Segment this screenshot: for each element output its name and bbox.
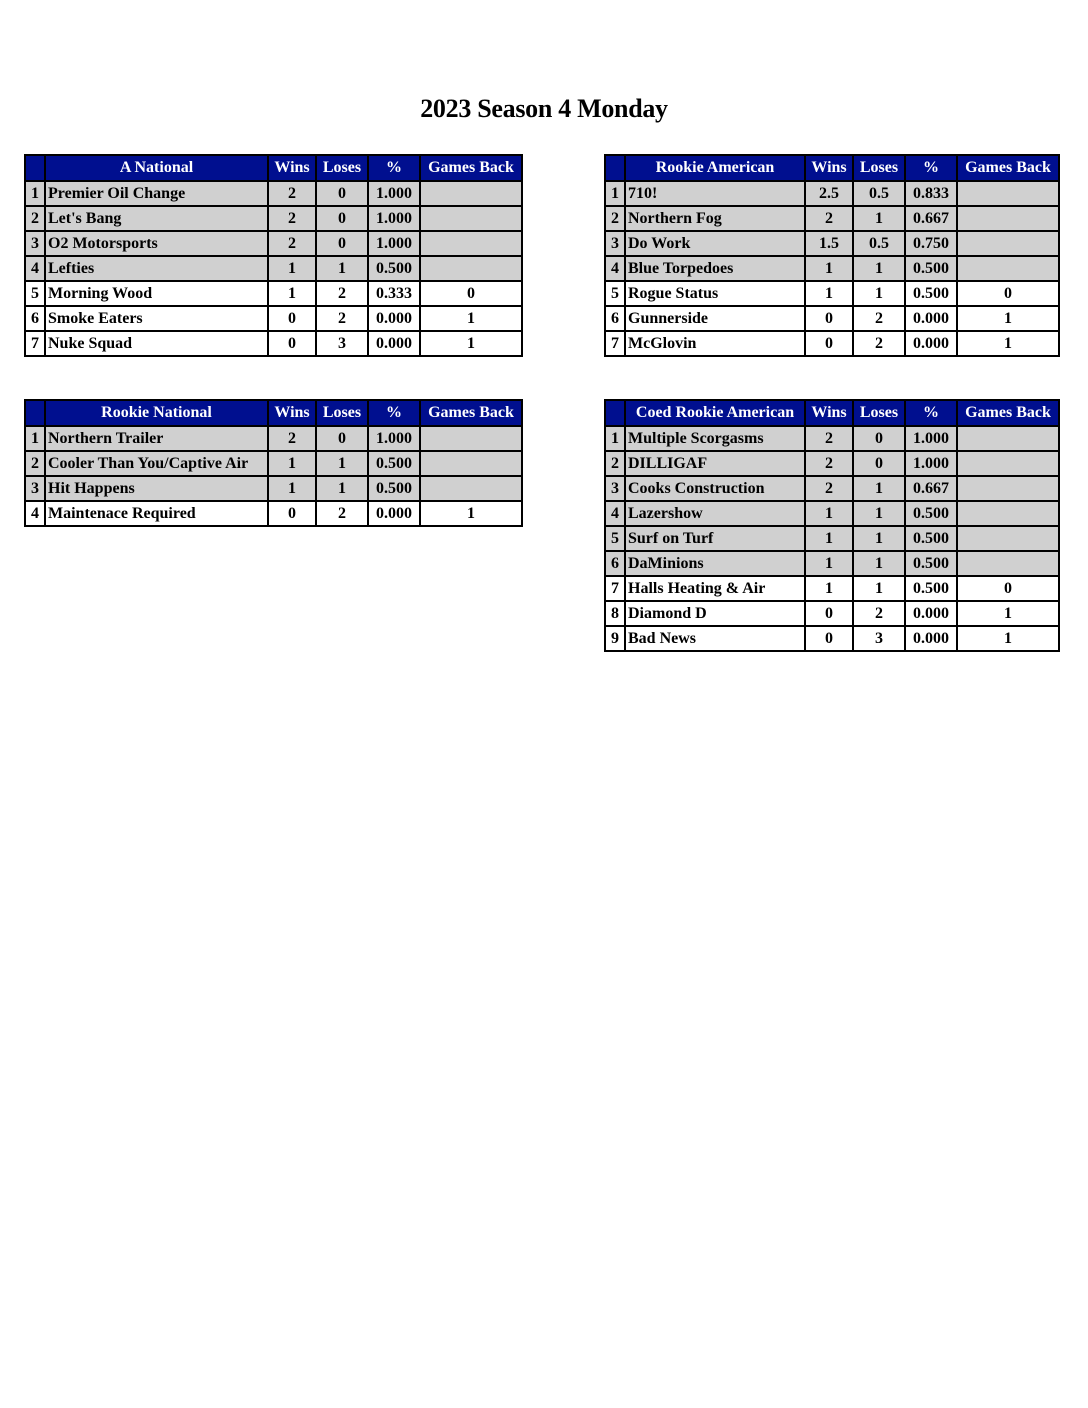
team-name-cell: Surf on Turf xyxy=(625,526,805,551)
loses-cell: 0 xyxy=(316,181,368,206)
pct-header: % xyxy=(368,155,420,181)
rank-cell: 6 xyxy=(25,306,45,331)
rank-cell: 8 xyxy=(605,601,625,626)
table-header-row xyxy=(25,400,522,426)
team-name-cell: O2 Motorsports xyxy=(45,231,268,256)
team-name-cell: Lefties xyxy=(45,256,268,281)
loses-cell: 0 xyxy=(853,451,905,476)
games-back-cell xyxy=(420,451,522,476)
team-name-cell: Lazershow xyxy=(625,501,805,526)
loses-cell: 2 xyxy=(853,306,905,331)
table-header-row xyxy=(605,155,1059,181)
division-name: Coed Rookie American xyxy=(625,400,805,426)
pct-header: % xyxy=(905,155,957,181)
rank-cell: 1 xyxy=(25,426,45,451)
team-name-cell: Diamond D xyxy=(625,601,805,626)
loses-cell: 0.5 xyxy=(853,181,905,206)
pct-cell: 0.000 xyxy=(368,501,420,526)
team-name-cell: Maintenace Required xyxy=(45,501,268,526)
loses-cell: 0 xyxy=(316,231,368,256)
pct-cell: 0.500 xyxy=(905,551,957,576)
rank-cell: 4 xyxy=(605,501,625,526)
wins-cell: 1 xyxy=(268,451,316,476)
pct-cell: 0.500 xyxy=(368,476,420,501)
wins-header: Wins xyxy=(805,155,853,181)
wins-cell: 0 xyxy=(805,601,853,626)
team-name-cell: Do Work xyxy=(625,231,805,256)
games-back-cell: 1 xyxy=(957,306,1059,331)
loses-cell: 1 xyxy=(853,256,905,281)
games-back-cell: 0 xyxy=(957,281,1059,306)
games-back-cell: 0 xyxy=(957,576,1059,601)
team-name-cell: Morning Wood xyxy=(45,281,268,306)
games-back-cell: 1 xyxy=(957,331,1059,356)
team-name-cell: Hit Happens xyxy=(45,476,268,501)
games-back-cell xyxy=(420,476,522,501)
games-back-cell xyxy=(957,501,1059,526)
games-back-cell xyxy=(957,206,1059,231)
rank-cell: 5 xyxy=(605,281,625,306)
loses-header: Loses xyxy=(853,155,905,181)
pct-cell: 0.833 xyxy=(905,181,957,206)
wins-cell: 1 xyxy=(268,256,316,281)
pct-cell: 0.667 xyxy=(905,476,957,501)
wins-cell: 2.5 xyxy=(805,181,853,206)
wins-cell: 1 xyxy=(268,281,316,306)
rank-cell: 3 xyxy=(25,476,45,501)
rank-cell: 4 xyxy=(605,256,625,281)
pct-cell: 0.000 xyxy=(368,306,420,331)
table-row xyxy=(605,181,1059,206)
loses-cell: 2 xyxy=(316,306,368,331)
loses-cell: 1 xyxy=(853,206,905,231)
table-header-row xyxy=(605,400,1059,426)
rank-cell: 2 xyxy=(605,451,625,476)
rank-cell: 3 xyxy=(25,231,45,256)
pct-cell: 0.000 xyxy=(905,306,957,331)
team-name-cell: McGlovin xyxy=(625,331,805,356)
games-back-header: Games Back xyxy=(957,400,1059,426)
games-back-cell xyxy=(420,181,522,206)
rank-header xyxy=(25,155,45,181)
wins-cell: 0 xyxy=(268,501,316,526)
games-back-cell xyxy=(420,206,522,231)
table-header-row xyxy=(25,155,522,181)
rank-header xyxy=(25,400,45,426)
pct-cell: 0.333 xyxy=(368,281,420,306)
pct-cell: 0.750 xyxy=(905,231,957,256)
rank-cell: 6 xyxy=(605,306,625,331)
team-name-cell: Premier Oil Change xyxy=(45,181,268,206)
games-back-cell xyxy=(957,526,1059,551)
team-name-cell: Rogue Status xyxy=(625,281,805,306)
games-back-cell: 1 xyxy=(420,501,522,526)
wins-cell: 1 xyxy=(805,281,853,306)
wins-cell: 1 xyxy=(805,256,853,281)
rank-cell: 1 xyxy=(605,181,625,206)
rank-header xyxy=(605,155,625,181)
loses-cell: 1 xyxy=(853,526,905,551)
table-row xyxy=(25,231,522,256)
loses-cell: 2 xyxy=(853,601,905,626)
loses-cell: 2 xyxy=(853,331,905,356)
wins-cell: 1 xyxy=(805,501,853,526)
wins-header: Wins xyxy=(268,400,316,426)
loses-cell: 2 xyxy=(316,501,368,526)
games-back-cell xyxy=(957,551,1059,576)
rank-cell: 5 xyxy=(25,281,45,306)
rank-cell: 1 xyxy=(25,181,45,206)
table-row xyxy=(25,501,522,526)
wins-cell: 1 xyxy=(805,576,853,601)
team-name-cell: Multiple Scorgasms xyxy=(625,426,805,451)
wins-cell: 2 xyxy=(268,231,316,256)
table-row xyxy=(605,551,1059,576)
games-back-cell: 1 xyxy=(957,601,1059,626)
loses-cell: 3 xyxy=(316,331,368,356)
loses-cell: 1 xyxy=(316,451,368,476)
pct-cell: 0.500 xyxy=(905,281,957,306)
wins-cell: 0 xyxy=(805,306,853,331)
wins-cell: 0 xyxy=(268,306,316,331)
games-back-cell: 0 xyxy=(420,281,522,306)
loses-cell: 1 xyxy=(316,256,368,281)
pct-cell: 0.500 xyxy=(905,501,957,526)
loses-header: Loses xyxy=(853,400,905,426)
games-back-header: Games Back xyxy=(420,155,522,181)
games-back-header: Games Back xyxy=(957,155,1059,181)
table-row xyxy=(605,501,1059,526)
loses-cell: 1 xyxy=(853,501,905,526)
page-title: 2023 Season 4 Monday xyxy=(420,94,668,123)
wins-cell: 0 xyxy=(268,331,316,356)
loses-cell: 1 xyxy=(853,281,905,306)
games-back-cell xyxy=(420,426,522,451)
table-row xyxy=(605,256,1059,281)
rank-cell: 5 xyxy=(605,526,625,551)
team-name-cell: Blue Torpedoes xyxy=(625,256,805,281)
games-back-cell xyxy=(957,181,1059,206)
team-name-cell: DILLIGAF xyxy=(625,451,805,476)
wins-cell: 0 xyxy=(805,626,853,651)
rank-cell: 3 xyxy=(605,476,625,501)
standings-table-rookie-american xyxy=(604,154,1060,357)
rank-cell: 9 xyxy=(605,626,625,651)
table-row xyxy=(25,281,522,306)
table-row xyxy=(25,206,522,231)
wins-cell: 0 xyxy=(805,331,853,356)
rank-cell: 2 xyxy=(605,206,625,231)
loses-cell: 1 xyxy=(316,476,368,501)
table-row xyxy=(605,206,1059,231)
games-back-cell xyxy=(957,451,1059,476)
wins-cell: 1 xyxy=(805,526,853,551)
pct-cell: 0.667 xyxy=(905,206,957,231)
table-row xyxy=(605,526,1059,551)
loses-cell: 1 xyxy=(853,551,905,576)
pct-header: % xyxy=(905,400,957,426)
loses-cell: 1 xyxy=(853,576,905,601)
rank-cell: 2 xyxy=(25,206,45,231)
table-row xyxy=(25,256,522,281)
rank-cell: 1 xyxy=(605,426,625,451)
division-name: Rookie American xyxy=(625,155,805,181)
loses-cell: 2 xyxy=(316,281,368,306)
pct-cell: 1.000 xyxy=(368,181,420,206)
rank-cell: 7 xyxy=(25,331,45,356)
table-row xyxy=(25,451,522,476)
games-back-header: Games Back xyxy=(420,400,522,426)
wins-cell: 2 xyxy=(805,426,853,451)
team-name-cell: Let's Bang xyxy=(45,206,268,231)
loses-cell: 1 xyxy=(853,476,905,501)
standings-table-a-national xyxy=(24,154,523,357)
table-row xyxy=(605,281,1059,306)
wins-cell: 2 xyxy=(268,206,316,231)
wins-cell: 2 xyxy=(805,451,853,476)
table-row xyxy=(25,476,522,501)
table-row xyxy=(25,181,522,206)
pct-cell: 0.500 xyxy=(368,451,420,476)
table-row xyxy=(605,331,1059,356)
table-row xyxy=(605,576,1059,601)
loses-header: Loses xyxy=(316,400,368,426)
table-row xyxy=(605,306,1059,331)
team-name-cell: Gunnerside xyxy=(625,306,805,331)
team-name-cell: Cooler Than You/Captive Air xyxy=(45,451,268,476)
loses-cell: 0 xyxy=(316,206,368,231)
loses-cell: 0 xyxy=(853,426,905,451)
rank-cell: 7 xyxy=(605,331,625,356)
pct-cell: 0.500 xyxy=(905,256,957,281)
wins-cell: 1 xyxy=(805,551,853,576)
table-row xyxy=(605,451,1059,476)
rank-header xyxy=(605,400,625,426)
pct-cell: 0.500 xyxy=(905,576,957,601)
games-back-cell xyxy=(957,231,1059,256)
table-row xyxy=(25,306,522,331)
team-name-cell: Cooks Construction xyxy=(625,476,805,501)
games-back-cell xyxy=(957,256,1059,281)
table-row xyxy=(605,426,1059,451)
rank-cell: 3 xyxy=(605,231,625,256)
games-back-cell xyxy=(420,231,522,256)
pct-cell: 1.000 xyxy=(368,206,420,231)
pct-cell: 0.000 xyxy=(905,331,957,356)
wins-cell: 2 xyxy=(805,206,853,231)
standings-table-coed-rookie-american xyxy=(604,399,1060,652)
division-name: A National xyxy=(45,155,268,181)
games-back-cell: 1 xyxy=(420,306,522,331)
table-row xyxy=(605,476,1059,501)
pct-cell: 0.000 xyxy=(368,331,420,356)
table-row xyxy=(605,601,1059,626)
division-name: Rookie National xyxy=(45,400,268,426)
table-row xyxy=(605,231,1059,256)
pct-cell: 1.000 xyxy=(905,426,957,451)
rank-cell: 2 xyxy=(25,451,45,476)
table-row xyxy=(25,426,522,451)
games-back-cell xyxy=(957,476,1059,501)
table-row xyxy=(25,331,522,356)
pct-cell: 1.000 xyxy=(368,231,420,256)
wins-cell: 2 xyxy=(805,476,853,501)
wins-cell: 2 xyxy=(268,426,316,451)
loses-header: Loses xyxy=(316,155,368,181)
team-name-cell: 710! xyxy=(625,181,805,206)
rank-cell: 7 xyxy=(605,576,625,601)
rank-cell: 6 xyxy=(605,551,625,576)
team-name-cell: DaMinions xyxy=(625,551,805,576)
pct-cell: 1.000 xyxy=(905,451,957,476)
rank-cell: 4 xyxy=(25,501,45,526)
wins-cell: 2 xyxy=(268,181,316,206)
loses-cell: 0 xyxy=(316,426,368,451)
team-name-cell: Smoke Eaters xyxy=(45,306,268,331)
games-back-cell xyxy=(420,256,522,281)
pct-cell: 0.500 xyxy=(368,256,420,281)
pct-cell: 1.000 xyxy=(368,426,420,451)
pct-header: % xyxy=(368,400,420,426)
team-name-cell: Halls Heating & Air xyxy=(625,576,805,601)
wins-header: Wins xyxy=(805,400,853,426)
team-name-cell: Bad News xyxy=(625,626,805,651)
wins-cell: 1.5 xyxy=(805,231,853,256)
wins-header: Wins xyxy=(268,155,316,181)
games-back-cell xyxy=(957,426,1059,451)
loses-cell: 0.5 xyxy=(853,231,905,256)
team-name-cell: Nuke Squad xyxy=(45,331,268,356)
pct-cell: 0.000 xyxy=(905,601,957,626)
team-name-cell: Northern Fog xyxy=(625,206,805,231)
rank-cell: 4 xyxy=(25,256,45,281)
loses-cell: 3 xyxy=(853,626,905,651)
team-name-cell: Northern Trailer xyxy=(45,426,268,451)
pct-cell: 0.500 xyxy=(905,526,957,551)
wins-cell: 1 xyxy=(268,476,316,501)
table-row xyxy=(605,626,1059,651)
pct-cell: 0.000 xyxy=(905,626,957,651)
standings-table-rookie-national xyxy=(24,399,523,527)
games-back-cell: 1 xyxy=(957,626,1059,651)
games-back-cell: 1 xyxy=(420,331,522,356)
